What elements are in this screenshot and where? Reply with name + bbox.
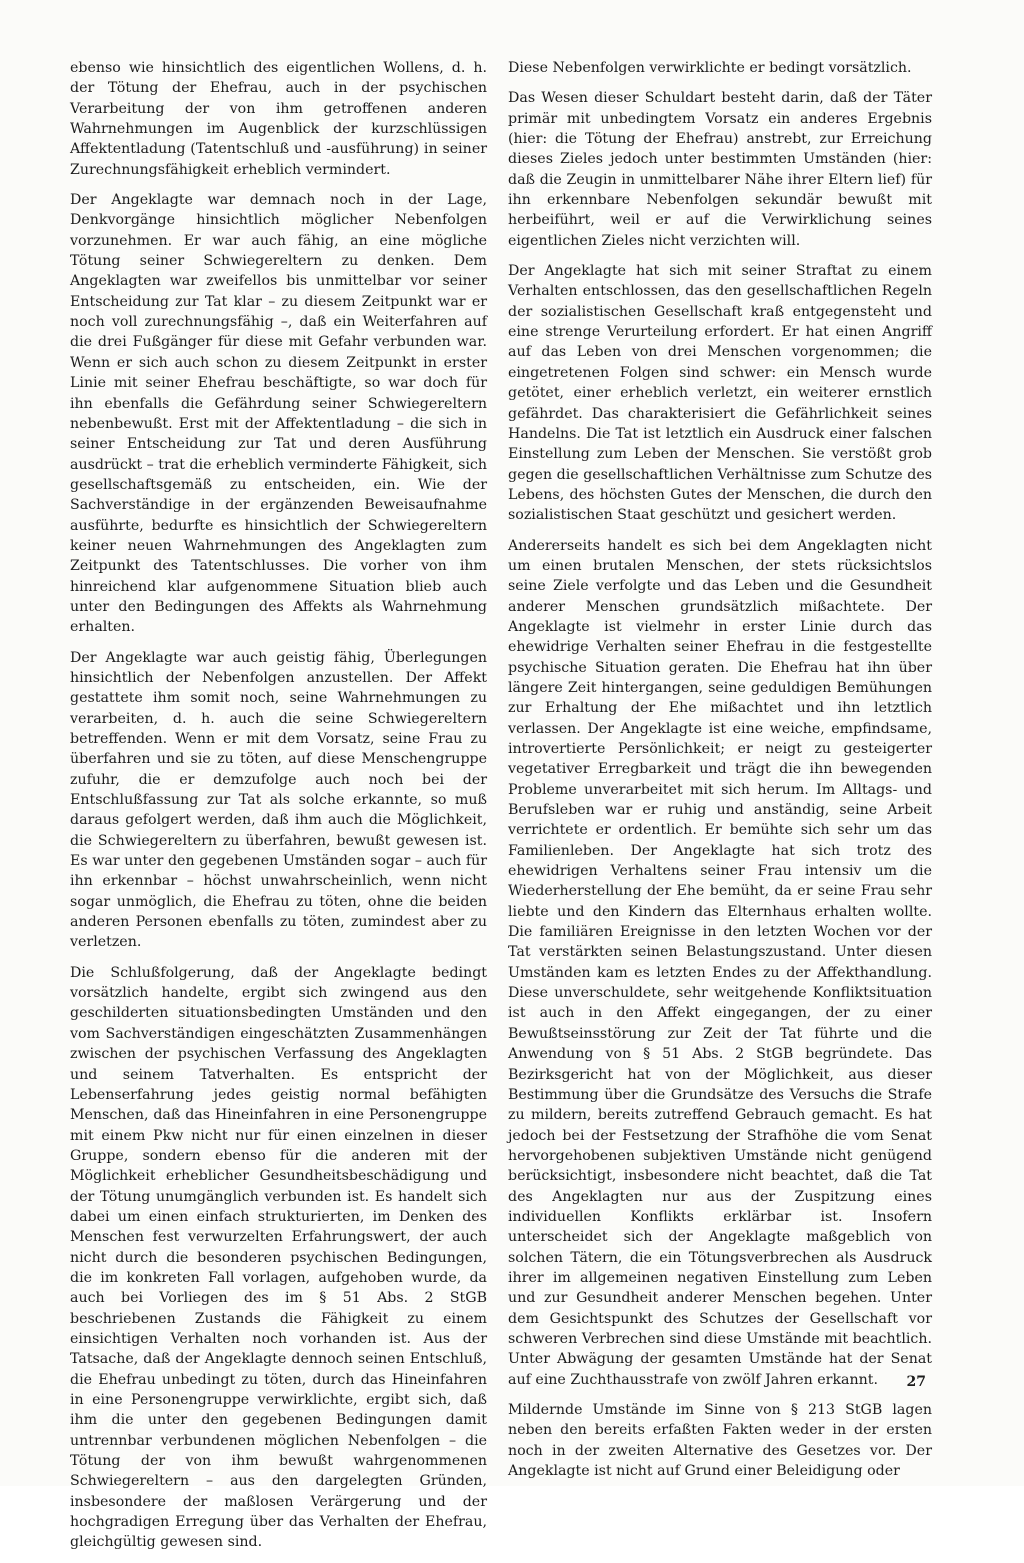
paragraph: Andererseits handelt es sich bei dem Angeklagten nicht um einen brutalen Menschen, der stets rücksichtslos seine Ziele verfolgte und das Leben und die Gesundheit anderer Menschen grundsätzlich mißachtete. Der Angeklagte ist vielmehr in erster Linie durch das ehewidrige Verhalten seiner Ehefrau in die festgestellte psychische Situation geraten. Die Ehefrau hat ihn über längere Zeit hintergangen, seine geduldigen Bemühungen zur Erhaltung der Ehe mißachtet und ihn letztlich verlassen. Der Angeklagte ist eine weiche, empfindsame, introvertierte Persönlichkeit; er neigt zu gesteigerter vegetativer Erregbarkeit und trägt die ihn bewegenden Probleme unverarbeitet mit sich herum. Im Alltags- und Berufsleben war er ruhig und anständig, seine Arbeit verrichtete er ordentlich. Er bemühte sich sehr um das Familienleben. Der Angeklagte hat sich trotz des ehewidrigen Verhaltens seiner Frau intensiv um die Wiederherstellung der Ehe bemüht, da er seine Frau sehr liebte und den Kindern das Elternhaus erhalten wollte. Die familiären Ereignisse in den letzten Wochen vor der Tat verstärkten seinen Belastungszustand. Unter diesen Umständen kam es letzten Endes zu der Affekthandlung. Diese unverschuldete, sehr weitgehende Konfliktsituation ist auch in den Affekt eingegangen, der zu einer Bewußtseinsstörung zur Zeit der Tat führte und die Anwendung von § 51 Abs. 2 StGB begründete. Das Bezirksgericht hat von der Möglichkeit, aus dieser Bestimmung über die Grundsätze des Versuchs die Strafe zu mildern, bereits zutreffend Gebrauch gemacht. Es hat jedoch bei der Festsetzung der Strafhöhe die vom Senat hervorgehobenen subjektiven Umstände nicht genügend berücksichtigt, insbesondere nicht beachtet, daß die Tat des Angeklagten nur aus der Zuspitzung eines individuellen Konflikts erklärbar ist. Insofern unterscheidet sich der Angeklagte maßgeblich von solchen Tätern, die ein Tötungsverbrechen als Ausdruck ihrer im allgemeinen negativen Einstellung zum Leben und zur Gesundheit anderer Menschen begehen. Unter dem Gesichtspunkt des Schutzes der Gesellschaft vor schweren Verbrechen sind diese Umstände mit beachtlich. Unter Abwägung der gesamten Umstände hat der Senat auf eine Zuchthausstrafe von zwölf Jahren erkannt.	[508, 537, 932, 1388]
paragraph: Die Schlußfolgerung, daß der Angeklagte bedingt vorsätzlich handelte, ergibt sich zwingend aus den geschilderten situationsbedingten Umständen und den vom Sachverständigen eingeschätzten Zusammenhängen zwischen der psychischen Verfassung des Angeklagten und seinem Tatverhalten. Es entspricht der Lebenserfahrung jedes geistig normal befähigten Menschen, daß das Hineinfahren in eine Personengruppe mit einem Pkw nicht nur für einen einzelnen in dieser Gruppe, sondern ebenso für die anderen mit der Möglichkeit erheblicher Gesundheitsbeschädigung und der Tötung unumgänglich verbunden ist. Es handelt sich dabei um einen einfach strukturierten, im Denken des Menschen fest verwurzelten Erfahrungswert, der auch nicht durch die besonderen psychischen Bedingungen, die im konkreten Fall vorlagen, aufgehoben wurde, da auch bei Vorliegen des im § 51 Abs. 2 StGB beschriebenen Zustands die Fähigkeit zu einem einsichtigen Verhalten noch vorhanden ist. Aus der Tatsache, daß der Angeklagte dennoch seinen Entschluß, die Ehefrau unbedingt zu töten, durch das Hineinfahren in eine Personengruppe verwirklichte, ergibt sich, daß ihm die unter den gegebenen Bedingungen damit untrennbar verbundenen möglichen Nebenfolgen – die Tötung der von ihm bewußt wahrgenommenen Schwiegereltern – aus den dargelegten Gründen, insbesondere der maßlosen Verärgerung und der hochgradigen Erregung über das Verhalten der Ehefrau, gleichgültig gewesen sind.	[70, 964, 487, 1551]
paragraph: Der Angeklagte hat sich mit seiner Straftat zu einem Verhalten entschlossen, das den gesellschaftlichen Regeln der sozialistischen Gesellschaft kraß entgegensteht und eine strenge Verurteilung erfordert. Er hat einen Angriff auf das Leben von drei Menschen vorgenommen; die eingetretenen Folgen sind schwer: ein Mensch wurde getötet, einer erheblich verletzt, ein weiterer ernstlich gefährdet. Das charakterisiert die Gefährlichkeit seines Handelns. Die Tat ist letztlich ein Ausdruck einer falschen Einstellung zum Leben der Menschen. Sie verstößt grob gegen die gesellschaftlichen Verhältnisse zum Schutze des Lebens, des höchsten Gutes der Menschen, die durch den sozialistischen Staat geschützt und gesichert werden.	[508, 263, 932, 524]
paragraph: Diese Nebenfolgen verwirklichte er bedingt vorsätzlich.	[508, 60, 912, 76]
paragraph: ebenso wie hinsichtlich des eigentlichen Wollens, d. h. der Tötung der Ehefrau, auch in der psychischen Verarbeitung der von ihm getroffenen anderen Wahrnehmungen im Augenblick der kurzschlüssigen Affektentladung (Tatentschluß und -ausführung) in seiner Zurechnungsfähigkeit erheblich vermindert.	[70, 60, 487, 178]
page-number: 27	[906, 1374, 926, 1390]
paragraph: Der Angeklagte war auch geistig fähig, Überlegungen hinsichtlich der Nebenfolgen anzustellen. Der Affekt gestattete ihm somit noch, seine Wahrnehmungen zu verarbeiten, d. h. auch die seine Schwiegereltern betreffenden. Wenn er mit dem Vorsatz, seine Frau zu überfahren und sie zu töten, auf diese Menschengruppe zufuhr, die er demzufolge auch noch bei der Entschlußfassung zur Tat als solche erkannte, so muß daraus gefolgert werden, daß ihm auch die Möglichkeit, die Schwiegereltern zu überfahren, bewußt gewesen ist. Es war unter den gegebenen Umständen sogar – auch für ihn erkennbar – höchst unwahrscheinlich, wenn nicht sogar unmöglich, die Ehefrau zu töten, ohne die beiden anderen Personen ebenfalls zu töten, zumindest aber zu verletzen.	[70, 649, 487, 951]
paragraph: Das Wesen dieser Schuldart besteht darin, daß der Täter primär mit unbedingtem Vorsatz ein anderes Ergebnis (hier: die Tötung der Ehefrau) anstrebt, zur Erreichung dieses Zieles jedoch unter bestimmten Umständen (hier: daß die Zeugin in unmittelbarer Nähe ihrer Eltern lief) für ihn erkennbare Nebenfolgen sekundär bewußt mit herbeiführt, weil er auf die Verwirklichung seines eigentlichen Zieles nicht verzichten will.	[508, 90, 932, 249]
paragraph: Der Angeklagte war demnach noch in der Lage, Denkvorgänge hinsichtlich möglicher Nebenfolgen vorzunehmen. Er war auch fähig, an eine mögliche Tötung seiner Schwiegereltern zu denken. Dem Angeklagten war zweifellos bis unmittelbar vor seiner Entscheidung zur Tat klar – zu diesem Zeitpunkt war er noch voll zurechnungsfähig –, daß ein Weiterfahren auf die drei Fußgänger für diese mit Gefahr verbunden war. Wenn er sich auch schon zu diesem Zeitpunkt in erster Linie mit seiner Ehefrau beschäftigte, so war doch für ihn ebenfalls die Gefährdung seiner Schwiegereltern nebenbewußt. Erst mit der Affektentladung – die sich in seiner Entscheidung zur Tat und deren Ausführung ausdrückt – trat die erheblich verminderte Fähigkeit, sich gesellschaftsgemäß zu entscheiden, ein. Wie der Sachverständige in der ergänzenden Beweisaufnahme ausführte, bedurfte es hinsichtlich der Schwiegereltern keiner neuen Wahrnehmungen des Angeklagten zum Zeitpunkt des Tatentschlusses. Die vorher von ihm hinreichend klar aufgenommene Situation blieb auch unter den Bedingungen des Affekts als Wahrnehmung erhalten.	[70, 192, 487, 636]
left-text-column	[70, 58, 487, 1563]
right-text-column	[508, 58, 932, 1491]
paragraph: Mildernde Umstände im Sinne von § 213 StGB lagen neben den bereits erfaßten Fakten weder in der ersten noch in der zweiten Alternative des Gesetzes vor. Der Angeklagte ist nicht auf Grund einer Beleidigung oder	[508, 1402, 932, 1480]
